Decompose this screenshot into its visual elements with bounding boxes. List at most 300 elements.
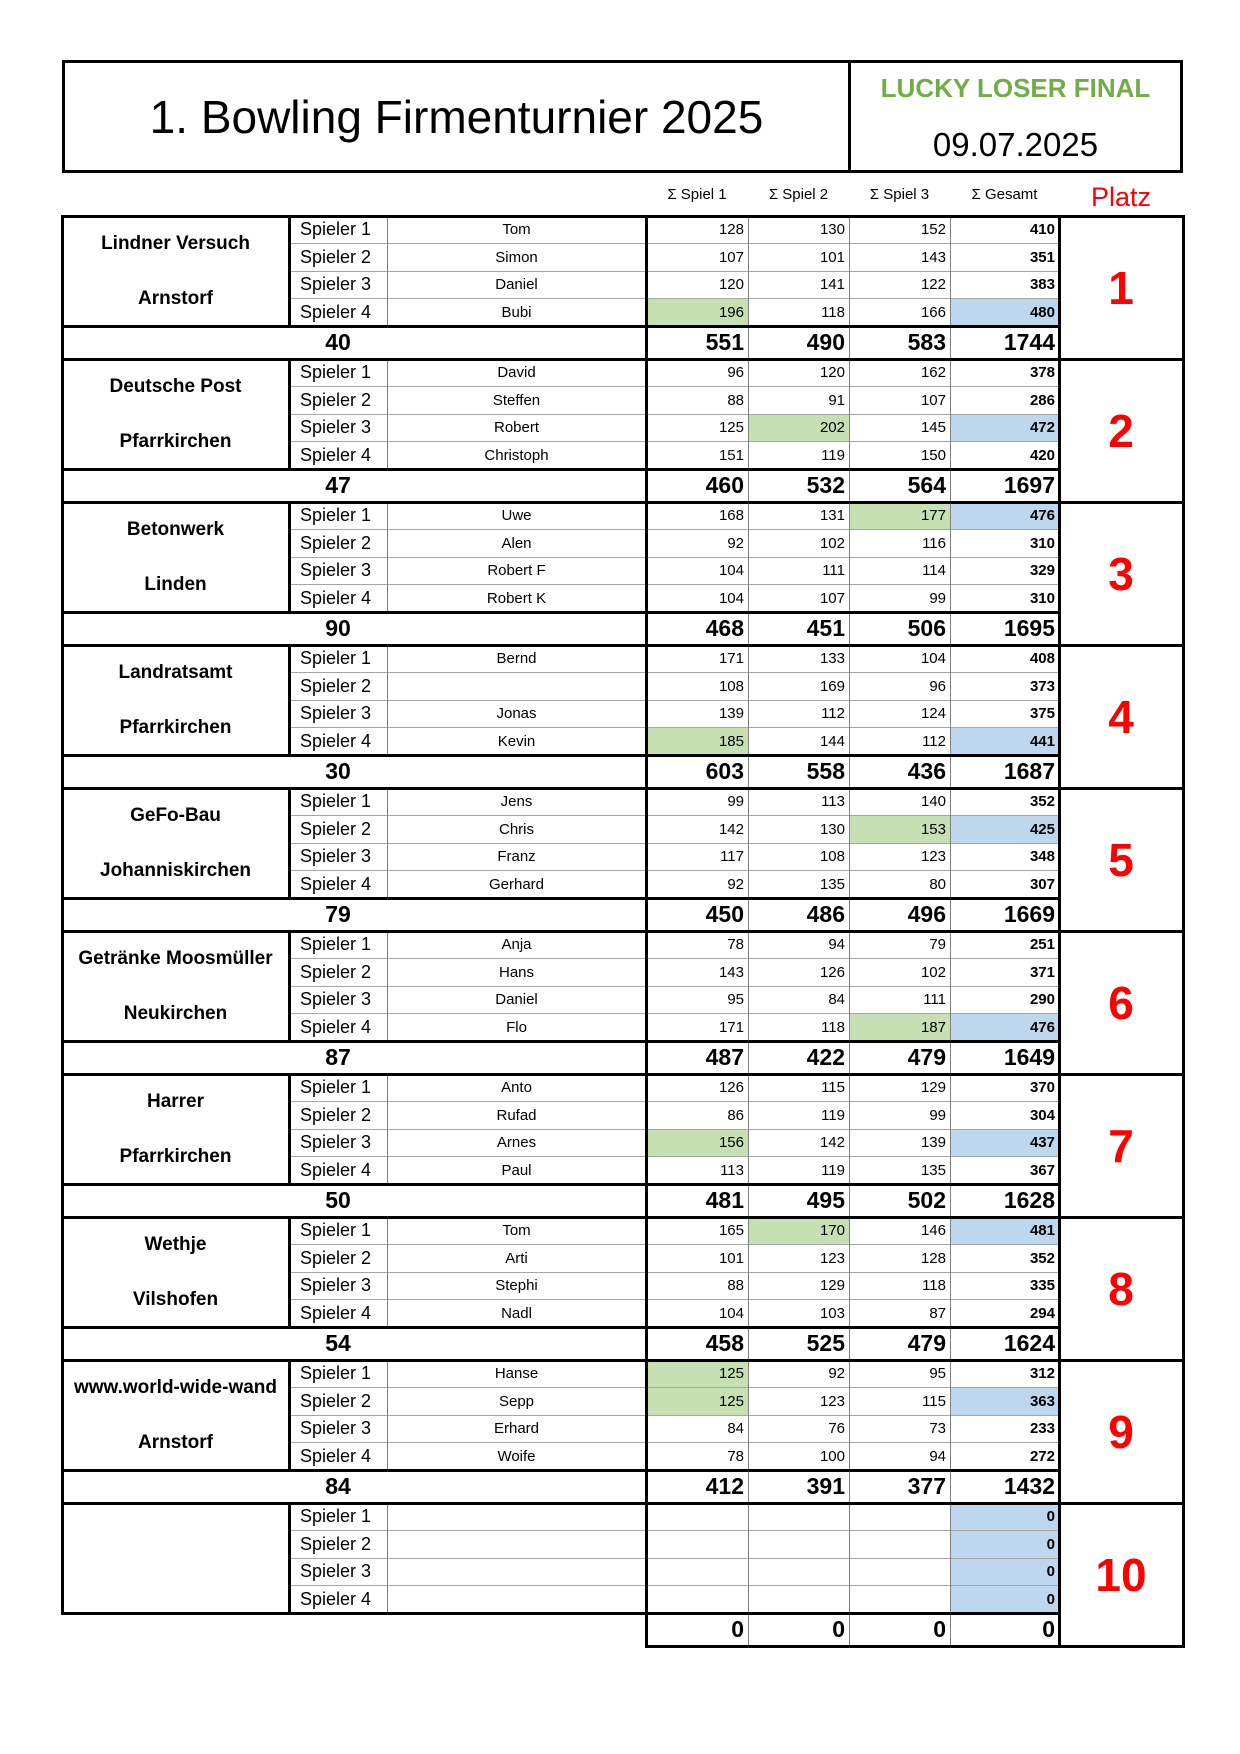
player-total: 363 xyxy=(950,1388,1059,1416)
player-label: Spieler 1 xyxy=(300,1077,372,1098)
grid-line xyxy=(950,359,951,502)
player-row xyxy=(0,359,1240,387)
column-header-game-1: Σ Spiel 1 xyxy=(667,185,727,203)
team-name: Landratsamt xyxy=(118,661,233,683)
player-name: Daniel xyxy=(495,276,538,294)
team-grand-total: 1695 xyxy=(1003,615,1055,641)
game-1-score: 143 xyxy=(718,963,744,981)
player-label: Spieler 2 xyxy=(300,389,372,410)
player-name: Woife xyxy=(497,1447,536,1465)
game-1-score: 126 xyxy=(718,1079,744,1097)
grid-line xyxy=(748,931,749,1074)
player-name: Arti xyxy=(505,1249,528,1267)
event-name: LUCKY LOSER FINAL xyxy=(880,72,1151,103)
game-2-score: 107 xyxy=(819,589,845,607)
game-1-score: 125 xyxy=(646,1388,748,1416)
player-total: 0 xyxy=(950,1531,1059,1559)
player-total: 312 xyxy=(1029,1365,1055,1383)
border-line xyxy=(288,215,291,328)
border-line xyxy=(1182,358,1185,504)
player-label: Spieler 1 xyxy=(300,1363,372,1384)
game-1-score: 92 xyxy=(727,875,744,893)
team-game-1-total: 460 xyxy=(705,472,744,498)
border-line xyxy=(288,1359,291,1472)
team-block xyxy=(0,1074,1240,1217)
page-title: 1. Bowling Firmenturnier 2025 xyxy=(149,90,764,143)
border-line xyxy=(61,468,1061,471)
game-2-score: 113 xyxy=(821,793,845,811)
game-1-score: 88 xyxy=(727,391,744,409)
border-line xyxy=(61,501,1185,504)
place-number: 3 xyxy=(1108,547,1134,600)
player-label: Spieler 2 xyxy=(300,961,372,982)
player-total: 371 xyxy=(1029,963,1055,981)
game-1-score: 139 xyxy=(718,705,744,723)
game-2-score: 123 xyxy=(819,1392,845,1410)
player-label: Spieler 3 xyxy=(300,989,372,1010)
team-block xyxy=(0,359,1240,502)
game-3-score: 135 xyxy=(920,1161,946,1179)
team-game-1-total: 450 xyxy=(705,901,744,927)
player-name: Tom xyxy=(502,221,531,239)
game-2-score: 119 xyxy=(821,1161,845,1179)
player-label: Spieler 4 xyxy=(300,1016,372,1037)
grid-line xyxy=(289,843,1059,844)
border-line xyxy=(645,1645,1185,1648)
player-name: Jonas xyxy=(496,705,537,723)
game-2-score: 141 xyxy=(819,276,845,294)
border-line xyxy=(288,501,291,614)
team-total-left: 87 xyxy=(325,1044,351,1070)
grid-line xyxy=(289,1442,1059,1443)
grid-line xyxy=(748,645,749,788)
game-2-score: 133 xyxy=(819,650,845,668)
team-game-1-total: 412 xyxy=(705,1473,744,1499)
player-label: Spieler 1 xyxy=(300,505,372,526)
player-label: Spieler 4 xyxy=(300,873,372,894)
grid-line xyxy=(849,1360,850,1503)
game-3-score: 116 xyxy=(922,534,946,552)
game-3-score: 145 xyxy=(920,419,946,437)
team-game-3-total: 377 xyxy=(907,1473,946,1499)
team-total-left: 47 xyxy=(325,472,351,498)
player-total: 441 xyxy=(950,728,1059,756)
player-name: Robert K xyxy=(486,589,547,607)
player-total: 476 xyxy=(950,1014,1059,1042)
border-line xyxy=(288,1073,291,1186)
grid-line xyxy=(748,1074,749,1217)
grid-line xyxy=(289,441,1059,442)
game-2-score: 112 xyxy=(821,705,845,723)
border-line xyxy=(61,787,64,933)
player-name xyxy=(387,1586,646,1614)
player-total: 0 xyxy=(950,1503,1059,1531)
player-total: 251 xyxy=(1029,936,1055,954)
game-3-score: 87 xyxy=(929,1304,946,1322)
game-3-score: 79 xyxy=(929,936,946,954)
game-2-score: 115 xyxy=(821,1079,845,1097)
player-label: Spieler 4 xyxy=(300,1445,372,1466)
game-2-score: 119 xyxy=(821,446,845,464)
player-row xyxy=(0,530,1240,558)
grid-line xyxy=(950,788,951,931)
border-line xyxy=(1182,501,1185,647)
game-3-score: 99 xyxy=(929,589,946,607)
team-game-3-total: 436 xyxy=(907,758,946,784)
grid-line xyxy=(289,1013,1059,1014)
border-line xyxy=(1058,787,1061,933)
player-name: Jens xyxy=(500,793,533,811)
grid-line xyxy=(748,216,749,359)
grid-line xyxy=(748,1360,749,1503)
game-2-score: 94 xyxy=(828,936,845,954)
player-row xyxy=(0,645,1240,673)
grid-line xyxy=(289,672,1059,673)
game-2-score: 76 xyxy=(828,1420,845,1438)
game-3-score: 143 xyxy=(920,248,946,266)
team-game-2-total: 422 xyxy=(806,1044,845,1070)
player-total: 425 xyxy=(950,816,1059,844)
team-game-2-total: 532 xyxy=(806,472,845,498)
grid-line xyxy=(849,645,850,788)
player-row xyxy=(0,816,1240,844)
border-line xyxy=(61,358,1185,361)
border-line xyxy=(61,1359,1185,1362)
game-1-score: 104 xyxy=(718,562,744,580)
grid-line xyxy=(289,1272,1059,1273)
team-city: Arnstorf xyxy=(138,1431,213,1453)
player-name: Kevin xyxy=(497,732,536,750)
player-total: 0 xyxy=(950,1558,1059,1586)
game-1-score: 125 xyxy=(718,419,744,437)
team-city: Johanniskirchen xyxy=(100,859,251,881)
team-city: Pfarrkirchen xyxy=(119,716,232,738)
game-2-score: 101 xyxy=(819,248,845,266)
border-line xyxy=(61,501,64,647)
game-1-score: 156 xyxy=(646,1129,748,1157)
player-total: 476 xyxy=(950,502,1059,530)
team-total-left: 30 xyxy=(325,758,351,784)
border-line xyxy=(61,1216,64,1362)
team-total-left: 90 xyxy=(325,615,351,641)
border-line xyxy=(61,358,64,504)
grid-line xyxy=(289,414,1059,415)
border-line xyxy=(61,1073,64,1219)
grid-line xyxy=(849,1074,850,1217)
player-name xyxy=(387,1558,646,1586)
player-label: Spieler 1 xyxy=(300,219,372,240)
player-row xyxy=(0,1443,1240,1471)
team-name: Betonwerk xyxy=(126,518,225,540)
player-row xyxy=(0,843,1240,871)
game-1-score: 185 xyxy=(646,728,748,756)
game-1-score: 95 xyxy=(727,991,744,1009)
game-2-score xyxy=(748,1531,849,1559)
team-game-1-total: 487 xyxy=(705,1044,744,1070)
grid-line xyxy=(950,1360,951,1503)
game-2-score: 170 xyxy=(748,1217,849,1245)
player-row xyxy=(0,414,1240,442)
team-game-1-total: 551 xyxy=(705,329,744,355)
game-3-score: 94 xyxy=(929,1447,946,1465)
border-line xyxy=(645,1073,648,1219)
grid-line xyxy=(387,1360,388,1470)
team-city: Linden xyxy=(144,573,207,595)
grid-line xyxy=(849,1217,850,1360)
team-block xyxy=(0,931,1240,1074)
team-game-3-total: 0 xyxy=(933,1616,946,1642)
game-3-score: 107 xyxy=(920,391,946,409)
player-name xyxy=(387,1503,646,1531)
player-label: Spieler 3 xyxy=(300,274,372,295)
team-grand-total: 1649 xyxy=(1003,1044,1055,1070)
player-total: 437 xyxy=(950,1129,1059,1157)
player-total: 335 xyxy=(1029,1277,1055,1295)
player-total: 410 xyxy=(1029,221,1055,239)
player-name: Robert F xyxy=(487,562,546,580)
team-block xyxy=(0,216,1240,359)
border-line xyxy=(1182,644,1185,790)
game-2-score: 118 xyxy=(821,1018,845,1036)
player-name: Anto xyxy=(501,1079,532,1097)
team-block xyxy=(0,1360,1240,1503)
game-3-score: 114 xyxy=(922,562,946,580)
border-line xyxy=(61,1326,1061,1329)
player-total: 481 xyxy=(950,1217,1059,1245)
grid-line xyxy=(950,502,951,645)
player-total: 351 xyxy=(1029,248,1055,266)
border-line xyxy=(645,501,648,647)
game-3-score: 115 xyxy=(922,1392,946,1410)
player-row xyxy=(0,1272,1240,1300)
game-3-score: 153 xyxy=(849,816,950,844)
player-name: Alen xyxy=(501,534,532,552)
game-3-score xyxy=(849,1558,950,1586)
player-total: 0 xyxy=(950,1586,1059,1614)
player-total: 352 xyxy=(1029,1249,1055,1267)
game-1-score: 99 xyxy=(727,793,744,811)
player-label: Spieler 1 xyxy=(300,1220,372,1241)
player-label: Spieler 4 xyxy=(300,301,372,322)
grid-line xyxy=(289,1415,1059,1416)
border-line xyxy=(61,1073,1185,1076)
border-line xyxy=(288,1216,291,1329)
game-1-score: 104 xyxy=(718,589,744,607)
grid-line xyxy=(289,815,1059,816)
grid-line xyxy=(289,557,1059,558)
border-line xyxy=(1182,930,1185,1076)
player-name: Anja xyxy=(501,936,532,954)
grid-line xyxy=(387,1074,388,1184)
team-total-left: 79 xyxy=(325,901,351,927)
grid-line xyxy=(289,298,1059,299)
game-1-score xyxy=(646,1531,748,1559)
player-name: Franz xyxy=(497,848,536,866)
game-1-score: 171 xyxy=(718,650,744,668)
player-row xyxy=(0,700,1240,728)
game-1-score: 88 xyxy=(727,1277,744,1295)
player-row xyxy=(0,387,1240,415)
player-name: David xyxy=(497,364,536,382)
player-name: Bernd xyxy=(496,650,537,668)
team-game-3-total: 564 xyxy=(907,472,946,498)
game-3-score xyxy=(849,1503,950,1531)
player-name: Robert xyxy=(493,419,540,437)
game-1-score: 128 xyxy=(718,221,744,239)
game-3-score: 102 xyxy=(920,963,946,981)
column-header-game-3: Σ Spiel 3 xyxy=(869,185,930,203)
team-game-3-total: 506 xyxy=(907,615,946,641)
place-number: 2 xyxy=(1108,404,1134,457)
team-grand-total: 1669 xyxy=(1003,901,1055,927)
border-line xyxy=(1058,930,1061,1076)
team-game-3-total: 479 xyxy=(907,1044,946,1070)
border-line xyxy=(61,930,1185,933)
game-1-score: 78 xyxy=(727,936,744,954)
game-1-score: 113 xyxy=(720,1161,744,1179)
team-name: Getränke Moosmüller xyxy=(78,947,273,969)
border-line xyxy=(1182,787,1185,933)
player-label: Spieler 4 xyxy=(300,1159,372,1180)
game-2-score: 120 xyxy=(819,364,845,382)
game-2-score xyxy=(748,1586,849,1614)
player-name: Flo xyxy=(506,1018,527,1036)
player-name: Gerhard xyxy=(488,875,545,893)
grid-line xyxy=(950,1074,951,1217)
game-2-score: 169 xyxy=(819,677,845,695)
player-label: Spieler 3 xyxy=(300,1275,372,1296)
border-line xyxy=(61,644,1185,647)
team-city: Vilshofen xyxy=(132,1288,219,1310)
player-name xyxy=(387,1531,646,1559)
player-label: Spieler 3 xyxy=(300,1561,372,1582)
team-block xyxy=(0,788,1240,931)
grid-line xyxy=(289,986,1059,987)
grid-line xyxy=(289,1387,1059,1388)
player-label: Spieler 1 xyxy=(300,791,372,812)
player-row xyxy=(0,986,1240,1014)
game-2-score xyxy=(748,1558,849,1586)
team-grand-total: 1687 xyxy=(1003,758,1055,784)
player-label: Spieler 3 xyxy=(300,560,372,581)
player-name: Christoph xyxy=(484,446,549,464)
grid-line xyxy=(849,359,850,502)
game-3-score: 150 xyxy=(920,446,946,464)
team-total-left: 54 xyxy=(325,1330,351,1356)
grid-line xyxy=(289,1101,1059,1102)
grid-line xyxy=(387,1503,388,1613)
player-total: 294 xyxy=(1029,1304,1055,1322)
team-game-1-total: 481 xyxy=(705,1187,744,1213)
player-total: 310 xyxy=(1029,534,1055,552)
border-line xyxy=(1058,215,1061,361)
border-line xyxy=(61,1359,64,1505)
event-date: 09.07.2025 xyxy=(932,126,1099,163)
player-label: Spieler 4 xyxy=(300,444,372,465)
player-name: Rufad xyxy=(496,1106,537,1124)
team-grand-total: 1432 xyxy=(1003,1473,1055,1499)
player-label: Spieler 2 xyxy=(300,1533,372,1554)
player-row xyxy=(0,931,1240,959)
game-3-score: 146 xyxy=(920,1222,946,1240)
player-label: Spieler 4 xyxy=(300,587,372,608)
grid-line xyxy=(387,788,388,898)
player-row xyxy=(0,585,1240,613)
grid-line xyxy=(849,931,850,1074)
player-label: Spieler 1 xyxy=(300,934,372,955)
border-line xyxy=(1058,644,1061,790)
player-total: 310 xyxy=(1029,589,1055,607)
player-total: 472 xyxy=(950,414,1059,442)
grid-line xyxy=(289,727,1059,728)
player-row xyxy=(0,244,1240,272)
border-line xyxy=(288,358,291,471)
border-line xyxy=(61,930,64,1076)
border-line xyxy=(645,1359,648,1505)
player-row xyxy=(0,1300,1240,1328)
team-name: Lindner Versuch xyxy=(101,232,250,254)
player-label: Spieler 1 xyxy=(300,648,372,669)
border-line xyxy=(61,1183,1061,1186)
game-3-score: 140 xyxy=(920,793,946,811)
player-label: Spieler 2 xyxy=(300,1247,372,1268)
player-row xyxy=(0,1360,1240,1388)
column-header-total: Σ Gesamt xyxy=(971,185,1038,203)
game-1-score: 86 xyxy=(727,1106,744,1124)
place-number: 7 xyxy=(1108,1119,1134,1172)
grid-line xyxy=(950,645,951,788)
game-3-score xyxy=(849,1531,950,1559)
player-row xyxy=(0,1074,1240,1102)
grid-line xyxy=(289,1585,1059,1586)
player-total: 408 xyxy=(1029,650,1055,668)
player-row xyxy=(0,299,1240,327)
team-game-1-total: 603 xyxy=(705,758,744,784)
game-1-score: 92 xyxy=(727,534,744,552)
player-row xyxy=(0,216,1240,244)
team-name: www.world-wide-wand xyxy=(73,1376,278,1398)
player-total: 375 xyxy=(1029,705,1055,723)
grid-line xyxy=(387,216,388,326)
border-line xyxy=(1182,1216,1185,1362)
game-2-score: 130 xyxy=(819,820,845,838)
player-row xyxy=(0,673,1240,701)
grid-line xyxy=(289,243,1059,244)
border-line xyxy=(61,787,1185,790)
game-2-score: 130 xyxy=(819,221,845,239)
player-row xyxy=(0,1388,1240,1416)
grid-line xyxy=(950,1217,951,1360)
border-line xyxy=(61,215,1185,218)
place-number: 6 xyxy=(1108,976,1134,1029)
grid-line xyxy=(289,386,1059,387)
border-line xyxy=(1058,501,1061,647)
game-2-score: 108 xyxy=(819,848,845,866)
game-2-score: 92 xyxy=(828,1365,845,1383)
player-total: 290 xyxy=(1029,991,1055,1009)
player-label: Spieler 3 xyxy=(300,1132,372,1153)
player-name: Chris xyxy=(498,820,534,838)
player-row xyxy=(0,1157,1240,1185)
player-name: Arnes xyxy=(496,1134,537,1152)
game-3-score xyxy=(849,1586,950,1614)
game-3-score: 166 xyxy=(920,303,946,321)
grid-line xyxy=(950,1503,951,1646)
player-name: Nadl xyxy=(501,1304,532,1322)
player-total: 370 xyxy=(1029,1079,1055,1097)
game-3-score: 99 xyxy=(929,1106,946,1124)
game-1-score: 78 xyxy=(727,1447,744,1465)
